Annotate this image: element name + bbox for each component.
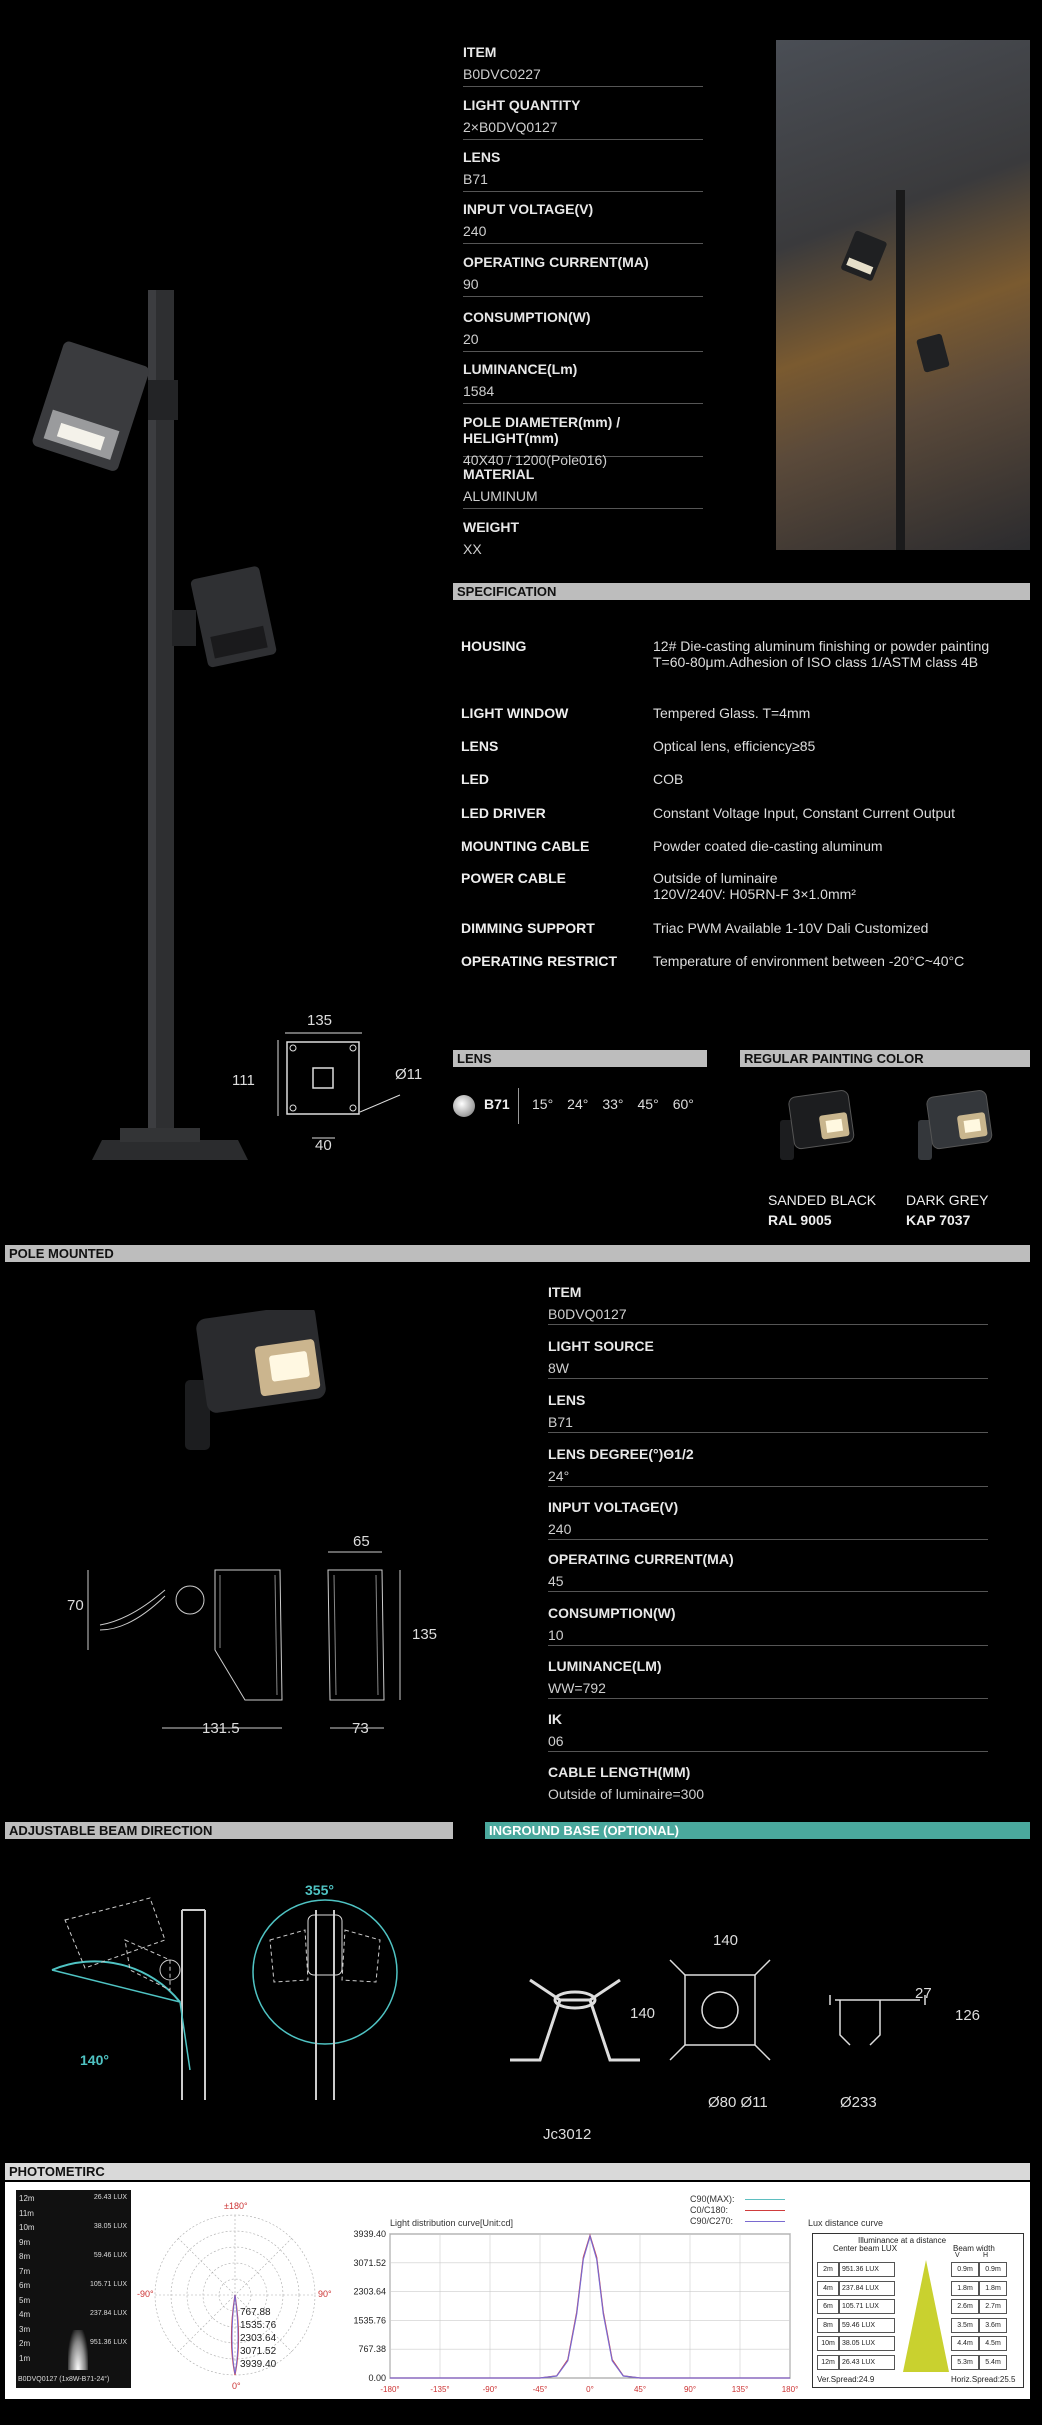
lux-cell-h: 3.6m bbox=[979, 2318, 1007, 2333]
polar-bottom-label: 0° bbox=[232, 2381, 241, 2391]
pole-mounted-spec-label: CONSUMPTION(W) bbox=[548, 1605, 676, 1621]
spec-label: HOUSING bbox=[461, 638, 527, 654]
polar-value: 2303.64 bbox=[240, 2333, 277, 2344]
y-tick-label: 0.00 bbox=[368, 2373, 386, 2383]
beam-glow bbox=[68, 2330, 88, 2370]
base-inner-dim: 40 bbox=[315, 1137, 332, 1154]
product-spec-label: OPERATING CURRENT(MA) bbox=[463, 254, 649, 270]
pole-mounted-spec-label: INPUT VOLTAGE(V) bbox=[548, 1499, 679, 1515]
pole-mounted-spec-label: LUMINANCE(LM) bbox=[548, 1658, 662, 1674]
lens-divider bbox=[518, 1088, 519, 1124]
distance-label: 10m bbox=[19, 2223, 35, 2232]
spec-label: OPERATING RESTRICT bbox=[461, 953, 618, 969]
curve-legend-label: C0/C180: bbox=[690, 2205, 729, 2215]
product-spec-label: CONSUMPTION(W) bbox=[463, 309, 591, 325]
polar-value: 1535.76 bbox=[240, 2320, 277, 2331]
spec-value: Outside of luminaire 120V/240V: H05RN-F 3×1.0mm² bbox=[653, 870, 856, 902]
y-tick-label: 3939.40 bbox=[353, 2229, 386, 2239]
product-spec-row bbox=[463, 305, 703, 352]
x-tick-label: -135° bbox=[430, 2385, 450, 2394]
product-spec-row bbox=[463, 410, 703, 468]
pole-mounted-spec-value: B0DVQ0127 bbox=[548, 1306, 627, 1322]
distance-label: 5m bbox=[19, 2295, 31, 2305]
pole-mounted-spec-value: B71 bbox=[548, 1414, 573, 1430]
base-width-dim: 135 bbox=[307, 1012, 333, 1029]
ig-dim-left: 140 bbox=[630, 2005, 656, 2022]
product-photo bbox=[776, 40, 1030, 550]
color-code: RAL 9005 bbox=[768, 1212, 832, 1228]
y-tick-label: 2303.64 bbox=[353, 2286, 386, 2297]
pole-mounted-spec-row bbox=[548, 1707, 988, 1752]
spec-label: MOUNTING CABLE bbox=[461, 838, 590, 854]
lux-cell-h: 1.8m bbox=[979, 2281, 1007, 2296]
painting-color-header: REGULAR PAINTING COLOR bbox=[740, 1050, 1030, 1067]
product-spec-row bbox=[463, 250, 703, 297]
inground-base-header: INGROUND BASE (OPTIONAL) bbox=[485, 1822, 1030, 1839]
lux-label: 26.43 LUX bbox=[93, 2194, 127, 2201]
pole-mounted-spec-label: OPERATING CURRENT(MA) bbox=[548, 1551, 734, 1567]
pm-dim-right: 135 bbox=[412, 1626, 438, 1643]
x-tick-label: 0° bbox=[586, 2385, 594, 2394]
color-name: DARK GREY bbox=[906, 1192, 989, 1208]
x-tick-label: 180° bbox=[781, 2385, 799, 2394]
product-spec-row bbox=[463, 197, 703, 244]
lux-cell-v: 2.6m bbox=[951, 2299, 979, 2314]
lux-label: 38.05 LUX bbox=[93, 2223, 127, 2230]
lux-cell-distance: 6m bbox=[817, 2299, 839, 2314]
lux-cell-v: 0.9m bbox=[951, 2262, 979, 2277]
spec-value: Optical lens, efficiency≥85 bbox=[653, 738, 816, 754]
product-spec-row bbox=[463, 357, 703, 404]
lens-angle: 45° bbox=[637, 1096, 659, 1112]
polar-left-label: -90° bbox=[137, 2289, 154, 2299]
lux-curve-title: Lux distance curve bbox=[808, 2218, 884, 2228]
pole-mounted-spec-label: ITEM bbox=[548, 1284, 582, 1300]
lens-angle: 60° bbox=[672, 1096, 694, 1112]
lux-cell-lux: 105.71 LUX bbox=[839, 2299, 895, 2314]
lens-header: LENS bbox=[453, 1050, 707, 1067]
color-code: KAP 7037 bbox=[906, 1212, 971, 1228]
lux-cell-h: 0.9m bbox=[979, 2262, 1007, 2277]
lux-cell-h: 5.4m bbox=[979, 2355, 1007, 2370]
pole-mounted-spec-row bbox=[548, 1601, 988, 1646]
product-spec-label: POLE DIAMETER(mm) / HELIGHT(mm) bbox=[463, 414, 621, 446]
lux-cell-lux: 26.43 LUX bbox=[839, 2355, 895, 2370]
spec-value: COB bbox=[653, 771, 684, 787]
pole-mounted-spec-value: 06 bbox=[548, 1733, 564, 1749]
polar-value: 3071.52 bbox=[240, 2346, 277, 2357]
lux-cell-lux: 38.05 LUX bbox=[839, 2336, 895, 2351]
polar-chart bbox=[140, 2200, 330, 2390]
x-tick-label: -90° bbox=[482, 2385, 498, 2394]
distance-label: 2m bbox=[19, 2339, 31, 2348]
pole-mounted-spec-row bbox=[548, 1495, 988, 1540]
ig-dim-h2: 126 bbox=[955, 2007, 981, 2024]
lens-angle: 33° bbox=[602, 1096, 624, 1112]
lens-name: B71 bbox=[484, 1096, 510, 1112]
base-hole-dim: Ø11 bbox=[395, 1066, 423, 1083]
distance-chart-caption: B0DVQ0127 (1x8W-B71-24°) bbox=[18, 2376, 110, 2383]
spec-label: DIMMING SUPPORT bbox=[461, 920, 595, 936]
pole-mounted-spec-row bbox=[548, 1334, 988, 1379]
pole-mounted-spec-label: LIGHT SOURCE bbox=[548, 1338, 654, 1354]
lux-cell-lux: 951.36 LUX bbox=[839, 2262, 895, 2277]
lux-table-row bbox=[817, 2262, 1017, 2276]
lens-icon bbox=[453, 1095, 475, 1117]
y-tick-label: 1535.76 bbox=[353, 2315, 386, 2326]
spec-value: Triac PWM Available 1-10V Dali Customized bbox=[653, 920, 929, 936]
product-spec-label: WEIGHT bbox=[463, 519, 519, 535]
polar-value: 767.88 bbox=[240, 2307, 271, 2318]
spec-label: LENS bbox=[461, 738, 499, 754]
polar-top-label: ±180° bbox=[224, 2201, 248, 2211]
base-dim-lines bbox=[270, 1030, 440, 1150]
spec-value: Temperature of environment between -20°C~40°C bbox=[653, 953, 965, 969]
lux-table-title: Illuminance at a distance bbox=[858, 2236, 947, 2245]
lens-angle: 15° bbox=[532, 1096, 554, 1112]
color-name: SANDED BLACK bbox=[768, 1192, 877, 1208]
product-spec-label: INPUT VOLTAGE(V) bbox=[463, 201, 594, 217]
spec-label: LIGHT WINDOW bbox=[461, 705, 569, 721]
product-spec-label: LIGHT QUANTITY bbox=[463, 97, 581, 113]
pole-mounted-spec-value: 240 bbox=[548, 1521, 572, 1537]
spec-label: LED DRIVER bbox=[461, 805, 546, 821]
lux-table-row bbox=[817, 2355, 1017, 2369]
tilt-angle-label: 140° bbox=[80, 2052, 109, 2068]
color-swatch-image bbox=[916, 1090, 996, 1170]
lux-cell-distance: 8m bbox=[817, 2318, 839, 2333]
x-tick-label: 90° bbox=[683, 2385, 697, 2394]
product-spec-label: ITEM bbox=[463, 44, 497, 60]
product-spec-value: 240 bbox=[463, 223, 487, 239]
lux-cell-lux: 59.46 LUX bbox=[839, 2318, 895, 2333]
lux-label: 951.36 LUX bbox=[90, 2339, 127, 2346]
lux-table-sub-h: H bbox=[983, 2252, 989, 2259]
lux-cell-v: 4.4m bbox=[951, 2336, 979, 2351]
ig-dim-top: 140 bbox=[713, 1932, 739, 1949]
x-tick-label: 45° bbox=[633, 2385, 647, 2394]
lux-footer-hor: Horiz.Spread:25.5 bbox=[951, 2375, 1016, 2384]
base-depth-dim: 111 bbox=[232, 1072, 255, 1089]
lux-cell-h: 2.7m bbox=[979, 2299, 1007, 2314]
spec-value: Constant Voltage Input, Constant Current Output bbox=[653, 805, 955, 821]
lux-cell-v: 3.5m bbox=[951, 2318, 979, 2333]
pm-dim-left: 70 bbox=[67, 1597, 84, 1614]
specification-header: SPECIFICATION bbox=[453, 583, 1030, 600]
pole-mounted-spec-label: IK bbox=[548, 1711, 562, 1727]
pm-dim-bottom1: 131.5 bbox=[202, 1720, 240, 1737]
curve-legend-swatch bbox=[745, 2210, 785, 2211]
lux-cell-distance: 4m bbox=[817, 2281, 839, 2296]
lux-table-row bbox=[817, 2281, 1017, 2295]
product-spec-row bbox=[463, 40, 703, 87]
light-distribution-chart bbox=[340, 2228, 800, 2398]
lens-angle: 24° bbox=[567, 1096, 589, 1112]
product-spec-value: XX bbox=[463, 541, 482, 557]
ig-dim-h1: 27 bbox=[915, 1985, 932, 2002]
product-spec-value: B0DVC0227 bbox=[463, 66, 541, 82]
distance-label: 8m bbox=[19, 2252, 31, 2261]
product-spec-value: 20 bbox=[463, 331, 479, 347]
lux-table bbox=[812, 2233, 1024, 2388]
pole-mounted-spec-value: WW=792 bbox=[548, 1680, 606, 1696]
pole-mounted-spec-label: LENS bbox=[548, 1392, 586, 1408]
pm-dim-bottom2: 73 bbox=[352, 1720, 369, 1737]
product-spec-value: 2×B0DVQ0127 bbox=[463, 119, 558, 135]
product-spec-label: LENS bbox=[463, 149, 501, 165]
ig-dim-dia: Ø233 bbox=[840, 2094, 877, 2111]
pole-mounted-spec-label: CABLE LENGTH(MM) bbox=[548, 1764, 691, 1780]
pole-mounted-spec-value: Outside of luminaire=300 bbox=[548, 1786, 705, 1802]
product-spec-value: 40X40 / 1200(Pole016) bbox=[463, 452, 607, 468]
spec-value: Powder coated die-casting aluminum bbox=[653, 838, 883, 854]
lux-cell-distance: 12m bbox=[817, 2355, 839, 2370]
distance-label: 7m bbox=[19, 2266, 31, 2276]
lux-table-row bbox=[817, 2299, 1017, 2313]
product-spec-label: MATERIAL bbox=[463, 466, 535, 482]
distance-label: 4m bbox=[19, 2310, 31, 2319]
distance-label: 9m bbox=[19, 2237, 31, 2247]
product-spec-value: 1584 bbox=[463, 383, 495, 399]
ig-dim-bottom: Ø80 Ø11 bbox=[708, 2094, 768, 2111]
lux-table-header-center: Center beam LUX bbox=[833, 2244, 898, 2253]
x-tick-label: 135° bbox=[731, 2385, 749, 2394]
product-spec-row bbox=[463, 515, 703, 565]
distance-label: 11m bbox=[19, 2208, 34, 2218]
lux-label: 59.46 LUX bbox=[93, 2252, 127, 2259]
y-tick-label: 3071.52 bbox=[353, 2257, 386, 2268]
distance-chart bbox=[16, 2190, 131, 2388]
product-spec-value: ALUMINUM bbox=[463, 488, 538, 504]
pole-mounted-spec-row bbox=[548, 1388, 988, 1433]
pole-mounted-dimension-drawing bbox=[70, 1530, 450, 1740]
inground-base-diagram bbox=[500, 1950, 940, 2110]
pole-mounted-spec-row bbox=[548, 1280, 988, 1325]
pm-dim-top: 65 bbox=[353, 1533, 370, 1550]
rotate-angle-label: 355° bbox=[305, 1882, 334, 1898]
lux-table-row bbox=[817, 2336, 1017, 2350]
inground-code: Jc3012 bbox=[543, 2126, 592, 2143]
lux-cell-v: 5.3m bbox=[951, 2355, 979, 2370]
lux-cell-h: 4.5m bbox=[979, 2336, 1007, 2351]
y-tick-label: 767.38 bbox=[358, 2344, 386, 2355]
lux-label: 105.71 LUX bbox=[90, 2281, 127, 2288]
lux-table-header-width: Beam width bbox=[953, 2244, 995, 2253]
spec-value: 12# Die-casting aluminum finishing or powder painting T=60-80μm.Adhesion of ISO class 1/ASTM class 4B bbox=[653, 638, 990, 670]
x-tick-label: -180° bbox=[380, 2385, 400, 2394]
curve-legend-label: C90(MAX): bbox=[690, 2194, 735, 2204]
product-spec-row bbox=[463, 462, 703, 509]
pole-mounted-spec-label: LENS DEGREE(°)Θ1/2 bbox=[548, 1446, 694, 1462]
distance-label: 3m bbox=[19, 2324, 31, 2334]
lux-table-sub-v: V bbox=[955, 2252, 960, 2259]
product-spec-value: 90 bbox=[463, 276, 479, 292]
pole-mounted-header: POLE MOUNTED bbox=[5, 1245, 1030, 1262]
curve-legend-label: C90/C270: bbox=[690, 2216, 734, 2226]
distance-label: 1m bbox=[19, 2353, 31, 2363]
lux-cell-distance: 10m bbox=[817, 2336, 839, 2351]
product-spec-value: B71 bbox=[463, 171, 488, 187]
adjustable-beam-header: ADJUSTABLE BEAM DIRECTION bbox=[5, 1822, 453, 1839]
curve-legend-swatch bbox=[745, 2221, 785, 2222]
spec-label: POWER CABLE bbox=[461, 870, 566, 886]
pole-mounted-spec-value: 24° bbox=[548, 1468, 570, 1484]
product-spec-row bbox=[463, 93, 703, 140]
photometric-header: PHOTOMETIRC bbox=[5, 2163, 1030, 2180]
pole-mounted-spec-value: 10 bbox=[548, 1627, 564, 1643]
polar-value: 3939.40 bbox=[240, 2359, 277, 2370]
lux-label: 237.84 LUX bbox=[90, 2310, 127, 2317]
spec-value: Tempered Glass. T=4mm bbox=[653, 705, 811, 721]
lux-table-row bbox=[817, 2318, 1017, 2332]
x-tick-label: -45° bbox=[532, 2385, 548, 2394]
curve-legend-swatch bbox=[745, 2199, 785, 2200]
distance-label: 12m bbox=[19, 2194, 35, 2203]
lens-angles bbox=[532, 1096, 708, 1112]
lux-footer-ver: Ver.Spread:24.9 bbox=[817, 2375, 875, 2384]
pole-mounted-spec-value: 45 bbox=[548, 1573, 564, 1589]
pole-mounted-spec-row bbox=[548, 1547, 988, 1592]
polar-right-label: 90° bbox=[318, 2289, 332, 2299]
pole-mounted-spec-row bbox=[548, 1654, 988, 1699]
pole-mounted-spec-row bbox=[548, 1442, 988, 1487]
pole-mounted-spec-value: 8W bbox=[548, 1360, 569, 1376]
pole-mounted-luminaire-image bbox=[165, 1310, 340, 1460]
distance-label: 6m bbox=[19, 2281, 31, 2290]
pole-mounted-spec-row bbox=[548, 1760, 988, 1806]
lux-cell-lux: 237.84 LUX bbox=[839, 2281, 895, 2296]
lux-cell-v: 1.8m bbox=[951, 2281, 979, 2296]
spec-label: LED bbox=[461, 771, 489, 787]
lux-cell-distance: 2m bbox=[817, 2262, 839, 2277]
product-spec-row bbox=[463, 145, 703, 192]
curve-title: Light distribution curve[Unit:cd] bbox=[390, 2218, 514, 2228]
color-swatch-image bbox=[778, 1090, 858, 1170]
product-spec-label: LUMINANCE(Lm) bbox=[463, 361, 578, 377]
product-illustration bbox=[20, 280, 300, 1180]
